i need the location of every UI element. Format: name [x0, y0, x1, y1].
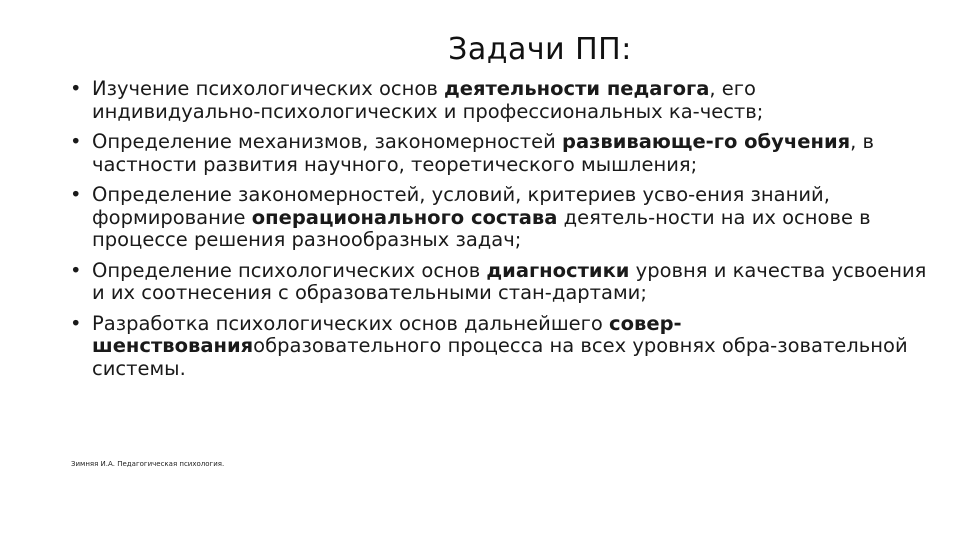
item-emphasis: развивающе-го обучения [561, 130, 851, 153]
list-item [68, 131, 928, 176]
list-item [68, 78, 928, 123]
item-text: образовательного процесса на всех уровнях обра-зовательной системы. [92, 334, 908, 380]
item-text: Разработка психологических основ дальнейшего [92, 311, 610, 335]
item-emphasis: совер-шенствования [92, 311, 682, 357]
bullet-icon: • [70, 183, 82, 206]
item-text: Изучение психологических основ [92, 77, 445, 100]
bullet-icon: • [70, 130, 82, 153]
source-citation: Зимняя И.А. Педагогическая психология. [71, 460, 225, 468]
item-text: , его индивидуально-психологических и профессиональных ка-честв; [92, 77, 764, 123]
bullet-icon: • [70, 258, 82, 282]
item-text: Определение психологических основ [92, 258, 487, 282]
item-text: Определение закономерностей, условий, критериев усво-ения знаний, формирование [92, 183, 830, 229]
item-text: деятель-ности на их основе в процессе решения разнообразных задач; [92, 205, 871, 251]
list-item [68, 184, 928, 252]
item-text: , в частности развития научного, теоретического мышления; [92, 130, 875, 176]
list-item [68, 260, 928, 305]
item-emphasis: операционального состава [251, 205, 558, 229]
item-text: уровня и качества усвоения и их соотнесения с образовательными стан-дартами; [92, 258, 927, 304]
list-item [68, 313, 928, 381]
item-text: Определение механизмов, закономерностей [92, 130, 562, 153]
bullet-icon: • [70, 311, 82, 335]
item-emphasis: деятельности педагога [444, 77, 710, 100]
task-list [68, 78, 928, 388]
slide-title: Задачи ПП: [448, 32, 632, 67]
bullet-icon: • [70, 77, 82, 100]
item-emphasis: диагностики [486, 258, 630, 282]
